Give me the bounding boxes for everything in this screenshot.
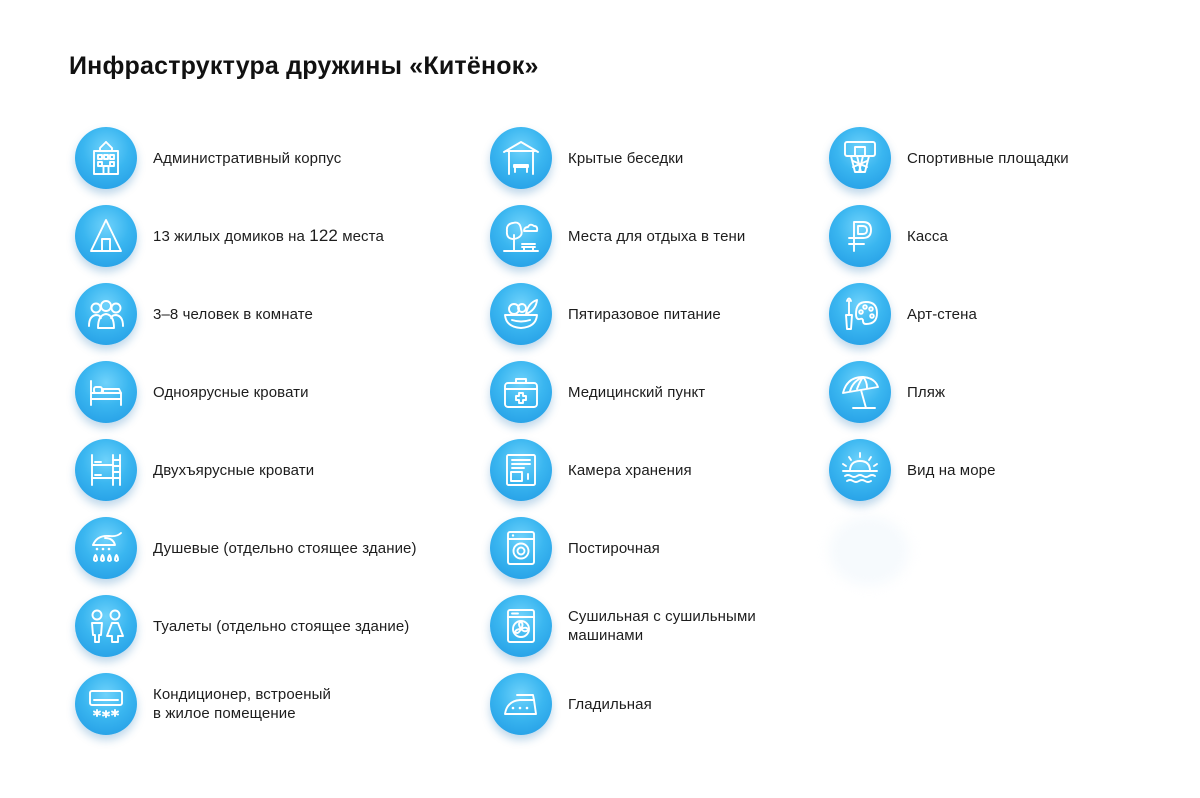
tree-bench-icon [490, 205, 552, 267]
item-label: 3–8 человек в комнате [153, 305, 313, 323]
storage-locker-icon [490, 439, 552, 501]
item-label: Арт-стена [907, 305, 977, 323]
sea-sunset-icon [829, 439, 891, 501]
washing-machine-icon [490, 517, 552, 579]
list-item [490, 672, 850, 736]
list-item [75, 438, 435, 502]
list-item [75, 126, 435, 190]
list-item [829, 438, 1189, 502]
list-item [829, 126, 1189, 190]
list-item [829, 360, 1189, 424]
item-label: Административный корпус [153, 149, 342, 167]
item-label: Места для отдыха в тени [568, 227, 746, 245]
list-item [490, 360, 850, 424]
list-item [75, 360, 435, 424]
basketball-hoop-icon [829, 127, 891, 189]
item-label: Кондиционер, встроеный в жилое помещение [153, 686, 331, 722]
faded-placeholder-circle [829, 516, 909, 586]
item-label: 13 жилых домиков на 122 места [153, 226, 384, 245]
item-label: Душевые (отдельно стоящее здание) [153, 539, 417, 557]
item-label: Постирочная [568, 539, 660, 557]
bunk-bed-icon [75, 439, 137, 501]
list-item [75, 672, 435, 736]
item-label: Гладильная [568, 695, 652, 713]
list-item [75, 594, 435, 658]
beach-umbrella-icon [829, 361, 891, 423]
list-item [75, 204, 435, 268]
gazebo-icon [490, 127, 552, 189]
page-title: Инфраструктура дружины «Китёнок» [69, 52, 539, 80]
list-item [490, 438, 850, 502]
list-item [829, 204, 1189, 268]
item-label: Пляж [907, 383, 946, 401]
house-tent-icon [75, 205, 137, 267]
iron-icon [490, 673, 552, 735]
single-bed-icon [75, 361, 137, 423]
list-item [490, 282, 850, 346]
item-label: Пятиразовое питание [568, 305, 721, 323]
palette-icon [829, 283, 891, 345]
item-label: Спортивные площадки [907, 149, 1069, 167]
shower-icon [75, 517, 137, 579]
list-item [490, 594, 850, 658]
air-conditioner-icon [75, 673, 137, 735]
item-label: Крытые беседки [568, 149, 684, 167]
building-icon [75, 127, 137, 189]
list-item [490, 126, 850, 190]
item-label: Касса [907, 227, 948, 245]
list-item [75, 282, 435, 346]
list-item [490, 516, 850, 580]
ruble-icon [829, 205, 891, 267]
salad-bowl-icon [490, 283, 552, 345]
item-label: Сушильная с сушильными машинами [568, 608, 756, 644]
people-icon [75, 283, 137, 345]
toilet-icon [75, 595, 137, 657]
list-item [75, 516, 435, 580]
item-label: Камера хранения [568, 461, 692, 479]
item-label: Двухъярусные кровати [153, 461, 315, 479]
dryer-icon [490, 595, 552, 657]
item-label: Вид на море [907, 461, 996, 479]
item-label: Медицинский пункт [568, 383, 706, 401]
item-label: Одноярусные кровати [153, 383, 309, 401]
item-label: Туалеты (отдельно стоящее здание) [153, 617, 410, 635]
medical-kit-icon [490, 361, 552, 423]
list-item [829, 282, 1189, 346]
list-item [490, 204, 850, 268]
